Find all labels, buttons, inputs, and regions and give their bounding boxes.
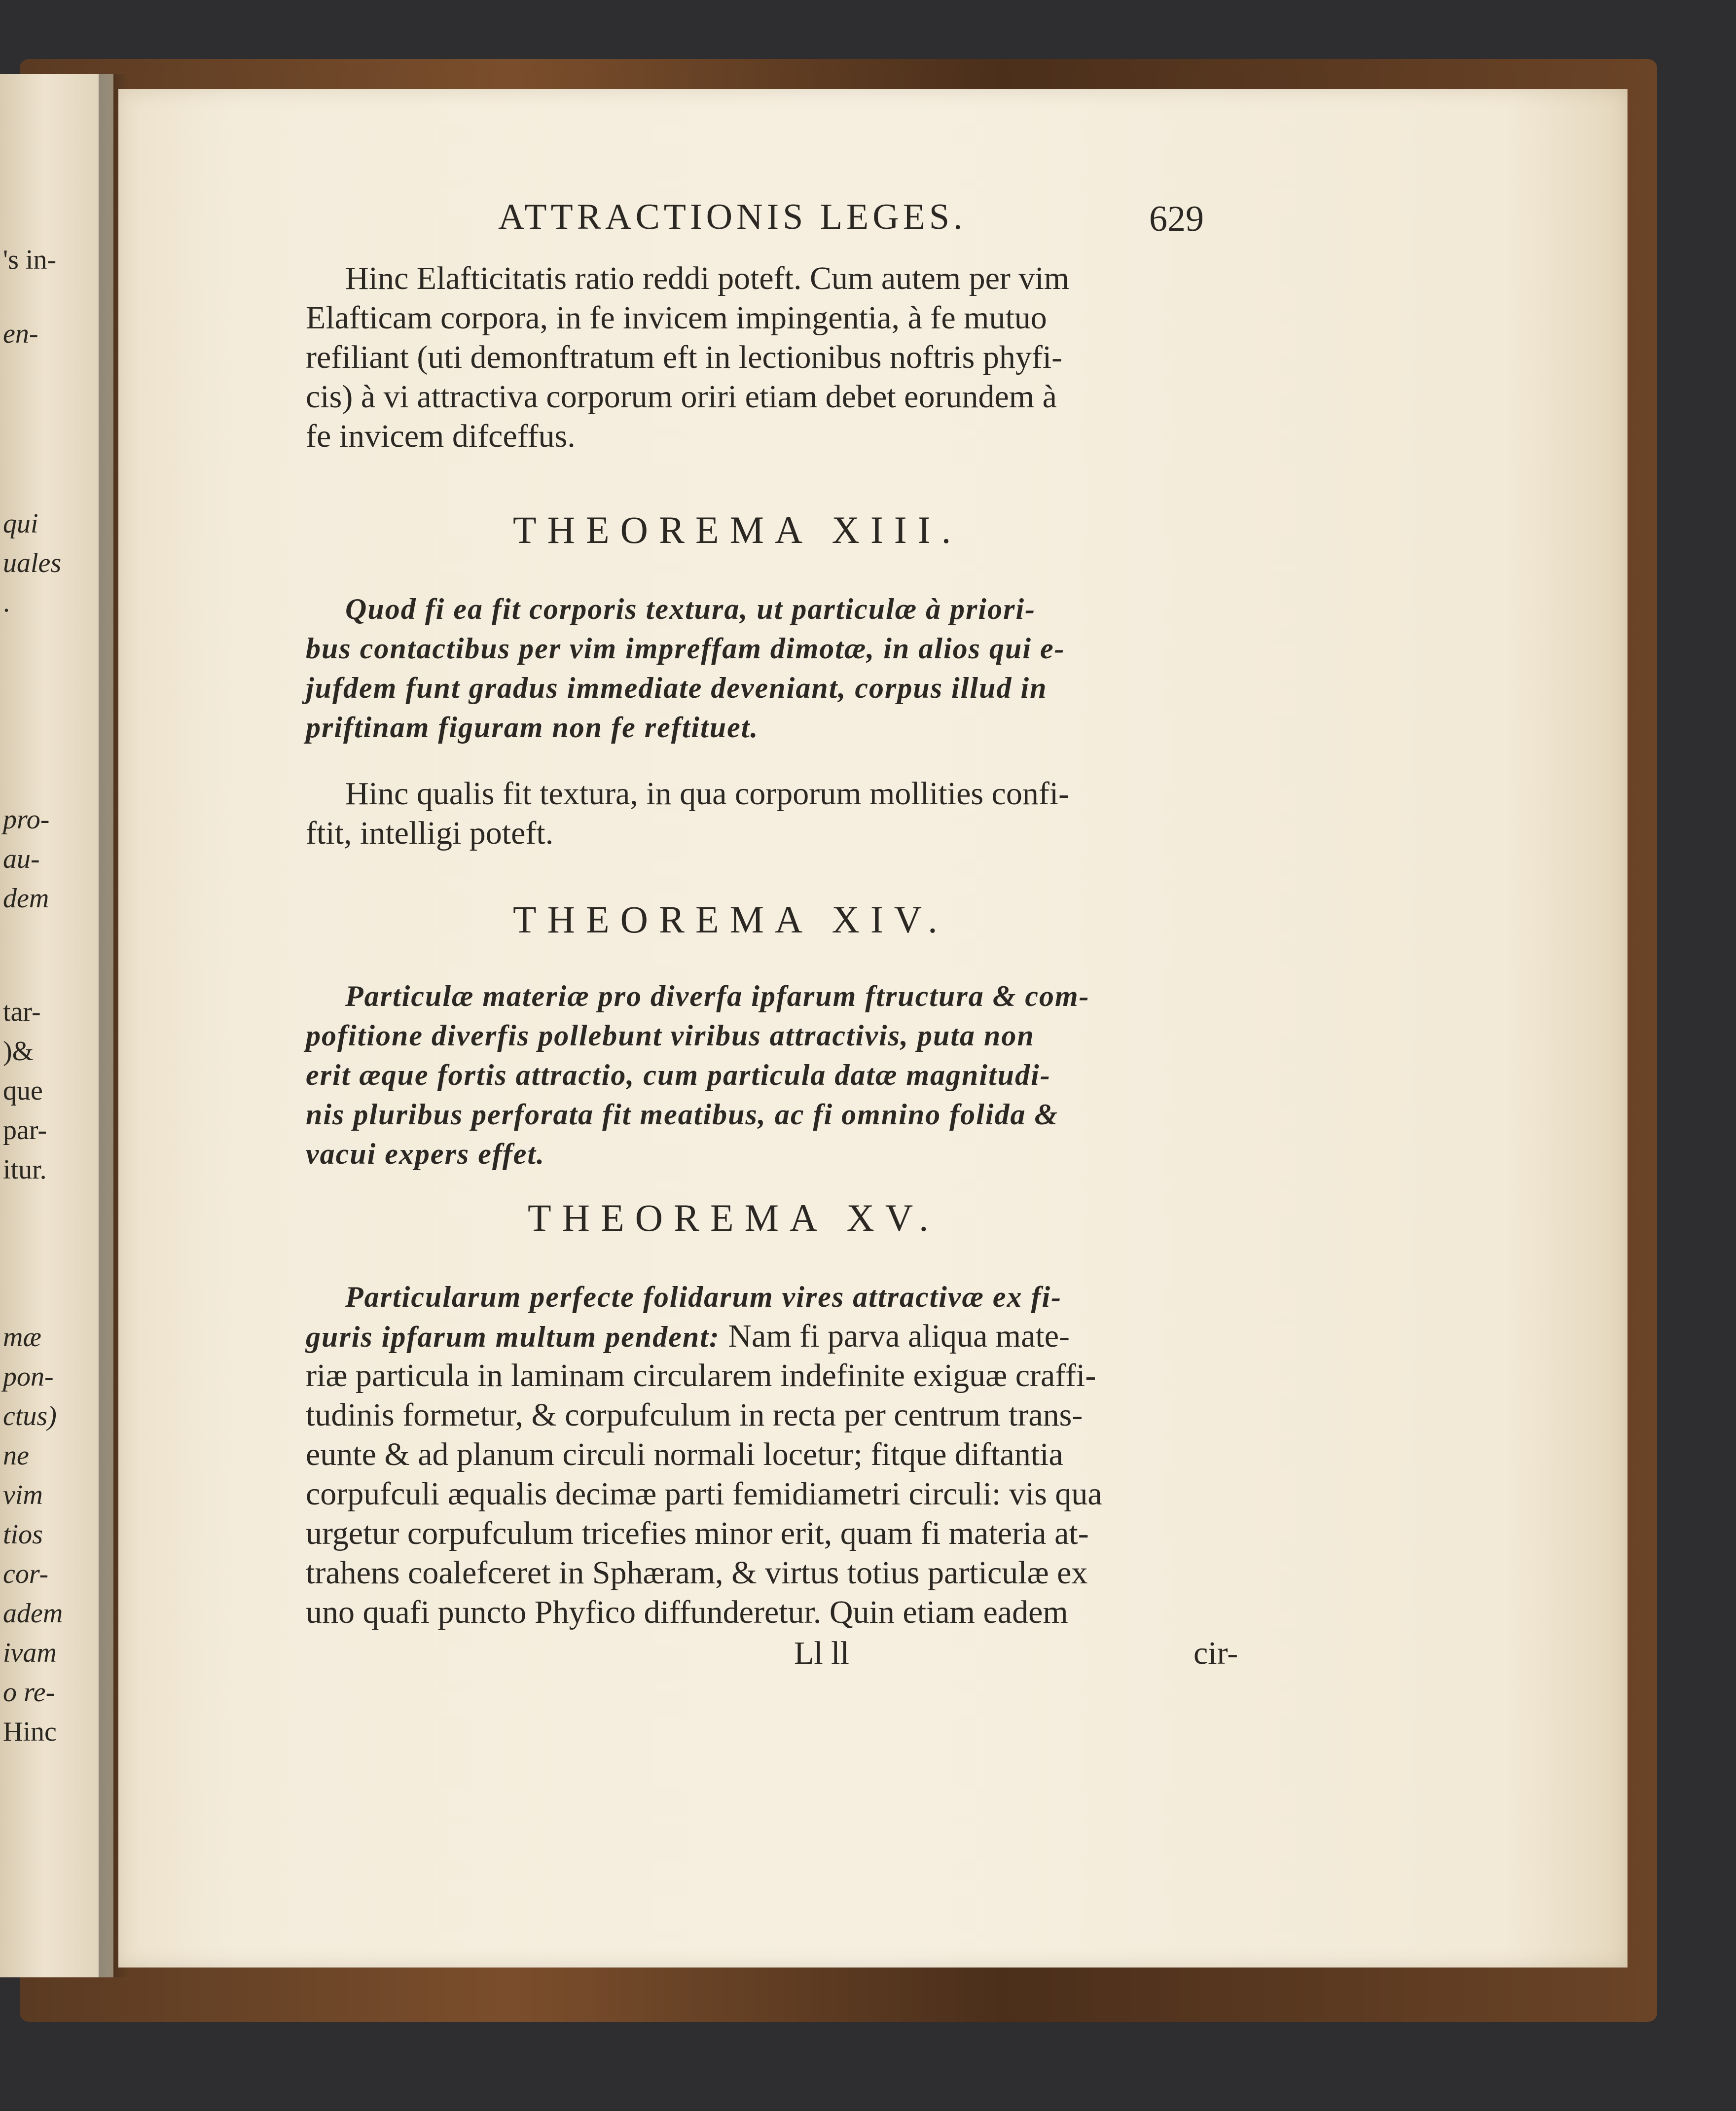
left-fragment: pon- xyxy=(3,1361,54,1392)
theorem-statement-line: nis pluribus perforata fit meatibus, ac fi omnino folida & xyxy=(306,1098,1059,1131)
paragraph-line: uno quafi puncto Phyfico diffunderetur. Quin etiam eadem xyxy=(306,1594,1068,1630)
left-fragment: que xyxy=(3,1075,43,1106)
theorem-statement-line: Particulæ materiæ pro diverfa ipfarum ftructura & com- xyxy=(345,980,1090,1012)
signature-mark: Ll ll xyxy=(794,1635,849,1671)
left-fragment: 's in- xyxy=(3,245,57,275)
page-number: 629 xyxy=(1149,199,1204,239)
theorem-heading: THEOREMA XIII. xyxy=(513,508,962,551)
theorem-heading: THEOREMA XIV. xyxy=(513,898,948,941)
paragraph-line: refiliant (uti demonftratum eft in lectionibus noftris phyfi- xyxy=(306,339,1063,375)
theorem-statement-line: erit æque fortis attractio, cum particula datæ magnitudi- xyxy=(306,1059,1051,1091)
left-fragment: tios xyxy=(3,1519,43,1550)
paragraph-line: cis) à vi attractiva corporum oriri etiam debet eorundem à xyxy=(306,379,1057,415)
theorem-statement-line: priftinam figuram non fe reftituet. xyxy=(306,711,759,744)
recto-page xyxy=(118,89,1628,1968)
paragraph-fragment: Nam fi parva aliqua mate- xyxy=(728,1318,1070,1354)
paragraph-line: ftit, intelligi poteft. xyxy=(306,815,554,851)
theorem-statement-line: jufdem funt gradus immediate deveniant, corpus illud in xyxy=(306,672,1048,704)
left-fragment: vim xyxy=(3,1480,43,1510)
theorem-statement-line: bus contactibus per vim impreffam dimotæ, in alios qui e- xyxy=(306,632,1065,665)
theorem-heading: THEOREMA XV. xyxy=(528,1196,940,1239)
left-fragment: en- xyxy=(3,319,38,349)
left-page-edge xyxy=(0,74,113,1977)
paragraph-line: Hinc Elafticitatis ratio reddi poteft. Cum autem per vim xyxy=(345,260,1070,296)
paragraph-line: Elafticam corpora, in fe invicem impingentia, à fe mutuo xyxy=(306,300,1047,336)
theorem-mixed-line xyxy=(306,1317,1070,1357)
theorem-statement-fragment: guris ipfarum multum pendent: xyxy=(306,1321,720,1353)
left-fragment: uales xyxy=(3,548,62,578)
paragraph-line: trahens coalefceret in Sphæram, & virtus totius particulæ ex xyxy=(306,1555,1088,1591)
paragraph-line: corpufculi æqualis decimæ parti femidiametri circuli: vis qua xyxy=(306,1476,1102,1512)
theorem-statement-line: Quod fi ea fit corporis textura, ut particulæ à priori- xyxy=(345,593,1036,625)
left-fragment: cor- xyxy=(3,1559,49,1589)
left-fragment: par- xyxy=(3,1115,47,1145)
theorem-statement-line: vacui expers effet. xyxy=(306,1138,545,1170)
paragraph-line: fe invicem difceffus. xyxy=(306,418,576,454)
left-fragment: adem xyxy=(3,1598,63,1629)
left-fragment: o re- xyxy=(3,1677,55,1708)
paragraph-line: eunte & ad planum circuli normali locetur; fitque diftantia xyxy=(306,1436,1063,1472)
left-fragment: Hinc xyxy=(3,1717,57,1747)
left-fragment: ne xyxy=(3,1440,29,1471)
left-fragment: mæ xyxy=(3,1322,41,1353)
catchword: cir- xyxy=(1194,1635,1238,1671)
left-fragment: )& xyxy=(3,1036,34,1067)
left-fragment: tar- xyxy=(3,997,41,1027)
paragraph-line: riæ particula in laminam circularem indefinite exiguæ craffi- xyxy=(306,1358,1096,1394)
paragraph-line: tudinis formetur, & corpufculum in recta per centrum trans- xyxy=(306,1397,1083,1433)
left-fragment: qui xyxy=(3,508,38,539)
left-fragment: au- xyxy=(3,844,40,874)
running-head: ATTRACTIONIS LEGES. xyxy=(498,197,967,237)
left-fragment: dem xyxy=(3,883,49,914)
left-fragment: itur. xyxy=(3,1154,47,1185)
paragraph-line: urgetur corpufculum tricefies minor erit, quam fi materia at- xyxy=(306,1515,1089,1551)
theorem-statement-line: Particularum perfecte folidarum vires attractivæ ex fi- xyxy=(345,1281,1062,1313)
paragraph-line: Hinc qualis fit textura, in qua corporum mollities confi- xyxy=(345,776,1070,812)
theorem-statement-line: pofitione diverfis pollebunt viribus attractivis, puta non xyxy=(306,1019,1035,1052)
left-fragment: ivam xyxy=(3,1638,57,1668)
left-fragment: pro- xyxy=(3,804,50,835)
left-fragment: . xyxy=(3,587,10,618)
left-fragment: ctus) xyxy=(3,1401,57,1431)
